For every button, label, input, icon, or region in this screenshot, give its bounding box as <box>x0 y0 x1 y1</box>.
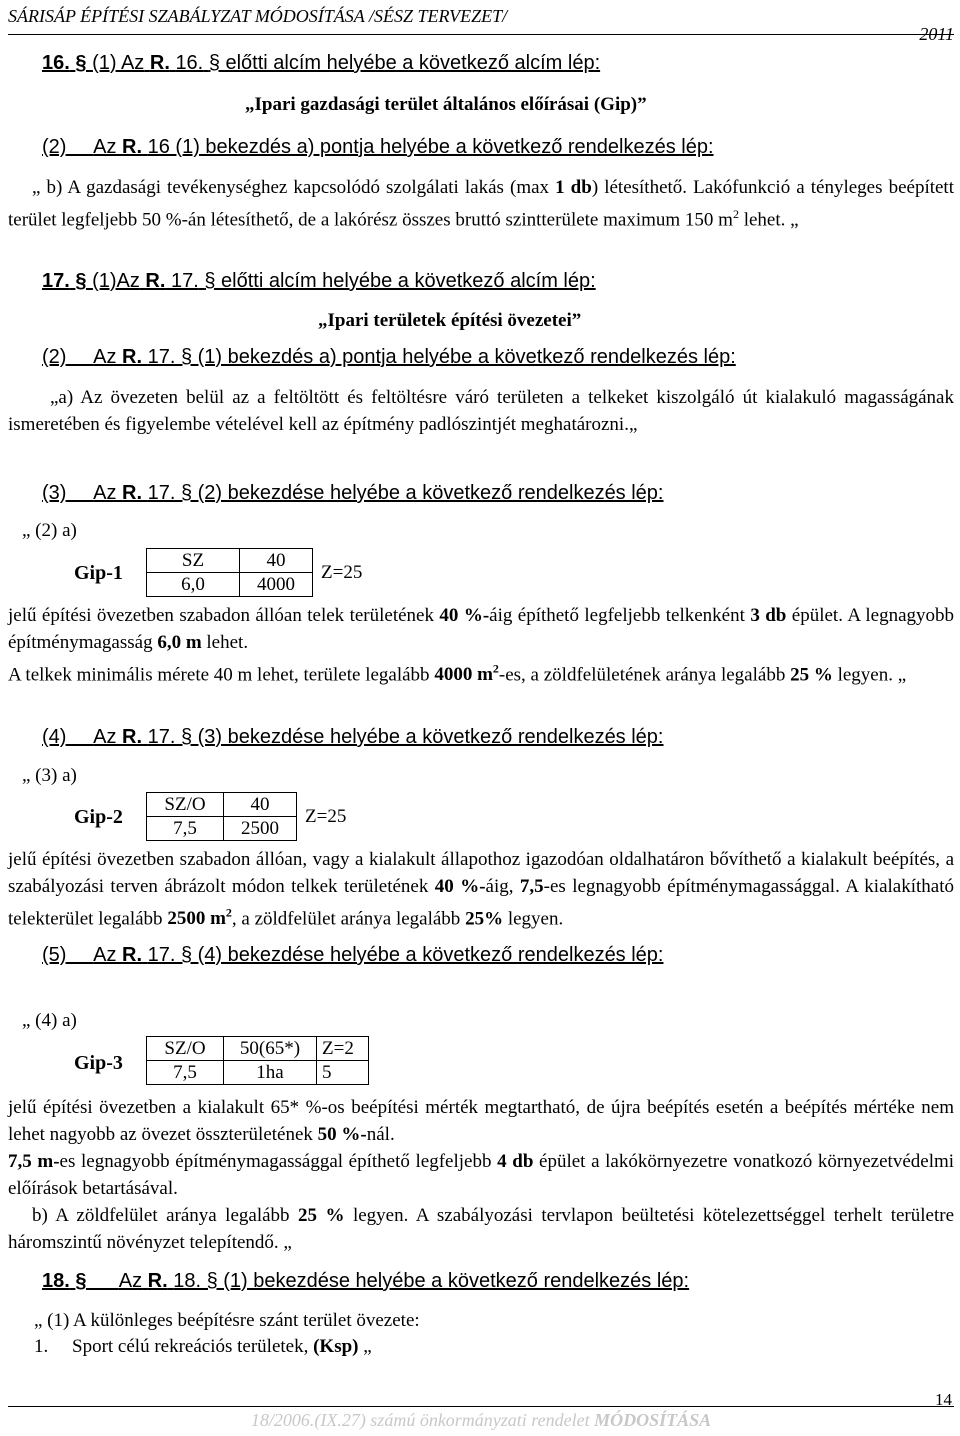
section-17-paragraph-5-heading <box>42 944 664 967</box>
text: , a zöldfelület aránya legalább <box>231 908 461 930</box>
paragraph-sign: § <box>75 270 87 292</box>
text: nál. <box>366 1124 395 1145</box>
text: Sport célú rekreációs területek, <box>72 1336 309 1357</box>
bold-text: 6,0 m <box>157 632 202 653</box>
list-number: 1. <box>34 1336 49 1357</box>
paragraph-number: (4) <box>42 726 67 748</box>
bold-text: (Ksp) <box>313 1336 359 1357</box>
zone-label-gip2: Gip-2 <box>74 806 123 828</box>
text: 4000 m <box>434 664 493 686</box>
text: „ <box>363 1336 372 1357</box>
gip3-paragraph-2 <box>8 1148 954 1202</box>
paragraph-sign: § <box>75 52 87 74</box>
document-year: 2011 <box>919 24 954 44</box>
section-number: 18. <box>42 1270 70 1292</box>
section-17-paragraph-4-heading <box>42 726 664 749</box>
paragraph-3-intro: „ (2) a) <box>22 520 77 541</box>
text: áig, <box>485 876 514 897</box>
text: jelű építési övezetben a kialakult 65* %-os beépítési mérték megtartható, de újra beépítés esetén a beépítés mértéke nem lehet nagyobb az övezet összterületének <box>8 1097 954 1145</box>
bold-text: 40 %- <box>434 876 486 897</box>
section-16-subtitle: „Ipari gazdasági terület általános előírásai (Gip)” <box>245 94 647 115</box>
paragraph-4-intro: „ (3) a) <box>22 765 77 786</box>
text: lehet. <box>206 632 249 653</box>
heading-text: Az <box>93 726 117 748</box>
zone-label-gip1: Gip-1 <box>74 562 123 584</box>
page-number: 14 <box>935 1390 952 1409</box>
bold-text <box>167 908 232 929</box>
bold-text: 25% <box>465 908 504 930</box>
bold-text: 7,5 <box>519 876 544 897</box>
gip3-paragraph-1 <box>8 1094 954 1148</box>
section-16-heading <box>42 52 600 75</box>
zone-cell: SZ/O <box>147 793 224 817</box>
heading-text: 17. § (1) bekezdés a) pontja helyébe a következő rendelkezés lép: <box>147 346 736 368</box>
gip1-paragraph-1 <box>8 602 954 656</box>
text: áig építhető legfeljebb telkenként <box>489 605 745 626</box>
section-17-paragraph-2-heading <box>42 346 736 369</box>
heading-text: Az <box>93 346 117 368</box>
regulation-abbr: R. <box>122 346 143 368</box>
text: es legnagyobb építménymagassággal építhető legfeljebb <box>59 1151 492 1172</box>
section-18-item-1 <box>34 1336 372 1358</box>
footer-text: 18/2006.(IX.27) számú önkormányzati rendelet <box>250 1410 590 1430</box>
section-number: 17. <box>42 270 70 292</box>
zone-cell: 5 <box>317 1061 369 1085</box>
zone-cell: 7,5 <box>147 1061 224 1085</box>
heading-text: 17. § (4) bekezdése helyébe a következő rendelkezés lép: <box>147 944 664 966</box>
zone-parameter-table-gip2 <box>146 792 352 841</box>
heading-text: 17. § (2) bekezdése helyébe a következő rendelkezés lép: <box>147 482 664 504</box>
zone-green-ratio: Z=25 <box>305 805 347 827</box>
text: jelű építési övezetben szabadon állóan, vagy a kialakult állapothoz igazodóan oldalhatáron bővíthető a kialakult beépítés, a szabályozási terven ábrázolt módon telkek területének <box>8 849 954 897</box>
section-17-heading <box>42 270 596 293</box>
zone-cell: 50(65*) <box>224 1037 317 1061</box>
paragraph-number: (5) <box>42 944 67 966</box>
heading-text: (1)Az <box>92 270 140 292</box>
zone-parameter-table-gip3 <box>146 1036 369 1085</box>
heading-text: § előtti alcím helyébe a következő alcím lép: <box>204 270 596 292</box>
zone-cell: 1ha <box>224 1061 317 1085</box>
zone-cell: 7,5 <box>147 817 224 841</box>
bold-text: 4 db <box>497 1151 534 1172</box>
bold-text: 3 db <box>750 605 787 626</box>
zone-cell: 40 <box>224 793 297 817</box>
bold-text: 40 %- <box>439 605 490 626</box>
text: -es, a zöldfelületének aránya legalább <box>498 664 786 686</box>
bold-text: 50 %- <box>317 1124 367 1145</box>
zone-cell: SZ/O <box>147 1037 224 1061</box>
gip1-paragraph-2 <box>8 656 954 688</box>
heading-text: 16 (1) bekezdés a) pontja helyébe a következő rendelkezés lép: <box>147 136 714 158</box>
text: b) A zöldfelület aránya legalább <box>32 1205 290 1226</box>
document-title: SÁRISÁP ÉPÍTÉSI SZABÁLYZAT MÓDOSÍTÁSA /SÉSZ TERVEZET/ <box>8 6 508 26</box>
zone-green-ratio: Z=25 <box>321 561 363 583</box>
bold-text <box>434 664 499 685</box>
heading-text: § előtti alcím helyébe a következő alcím lép: <box>208 52 601 74</box>
text: legyen. A szabályozási tervlapon beültetési kötelezettséggel terhelt területre háromszintű növényzet telepítendő. „ <box>8 1205 955 1253</box>
text: A telkek minimális mérete 40 m lehet, területe legalább <box>8 664 430 686</box>
paragraph-number: (2) <box>42 346 67 368</box>
text: lehet. „ <box>738 209 799 231</box>
text: épület. A legnagyobb építménymagasság <box>8 605 955 653</box>
page-header <box>8 6 954 44</box>
section-17-paragraph-3-heading <box>42 482 664 505</box>
zone-cell: 4000 <box>240 573 313 597</box>
section-17-point-a: „a) Az övezeten belül az a feltöltött és feltöltésre váró területen a telkeket kiszolgáló út kialakuló magasságának ismeretében és figyelembe vételével kell az építmény padlószintjét meghatározni.„ <box>8 387 954 435</box>
page-footer <box>8 1406 954 1431</box>
bold-text: 7,5 m- <box>8 1151 60 1172</box>
zone-parameter-table-gip1 <box>146 548 368 597</box>
section-16-paragraph-2-heading <box>42 136 714 159</box>
text: legyen. „ <box>837 664 907 686</box>
text: 2500 m <box>167 908 226 930</box>
heading-text: 17. § (3) bekezdése helyébe a következő rendelkezés lép: <box>147 726 664 748</box>
section-16-point-b <box>8 174 954 233</box>
paragraph-number: (3) <box>42 482 67 504</box>
regulation-abbr: R. <box>147 1270 168 1292</box>
zone-cell: 2500 <box>224 817 297 841</box>
text: legyen. <box>507 908 564 930</box>
section-18-line-1: „ (1) A különleges beépítésre szánt terület övezete: <box>34 1310 420 1331</box>
heading-text: Az <box>118 1270 143 1292</box>
bold-text: 25 % <box>298 1205 345 1226</box>
section-17-subtitle: „Ipari területek építési övezetei” <box>318 310 582 331</box>
regulation-abbr: R. <box>145 270 166 292</box>
superscript: 2 <box>225 906 232 920</box>
zone-cell: SZ <box>147 549 240 573</box>
regulation-abbr: R. <box>122 944 143 966</box>
heading-text: Az <box>93 482 117 504</box>
heading-text: 16. <box>175 52 204 74</box>
regulation-abbr: R. <box>122 482 143 504</box>
regulation-abbr: R. <box>122 726 143 748</box>
heading-text: 17. <box>170 270 199 292</box>
heading-text: Az <box>93 944 117 966</box>
bold-text: 25 % <box>790 664 833 686</box>
zone-cell: Z=2 <box>317 1037 369 1061</box>
heading-text: Az <box>93 136 117 158</box>
regulation-abbr: R. <box>122 136 143 158</box>
footer-bold-text: MÓDOSÍTÁSA <box>594 1410 712 1430</box>
gip2-paragraph <box>8 846 954 932</box>
regulation-abbr: R. <box>149 52 170 74</box>
heading-text: 18. § (1) bekezdése helyébe a következő rendelkezés lép: <box>173 1270 690 1292</box>
section-number: 16. <box>42 52 70 74</box>
text: -es legnagyobb építménymagassággal. A kialakítható telekterület legalább <box>8 876 954 930</box>
zone-cell: 40 <box>240 549 313 573</box>
text: „ b) A gazdasági tevékenységhez kapcsolódó szolgálati lakás (max <box>32 177 550 198</box>
text: épület a lakókörnyezetre vonatkozó környezetvédelmi előírások betartásával. <box>8 1151 955 1199</box>
paragraph-number: (2) <box>42 136 67 158</box>
section-18-heading <box>42 1270 689 1293</box>
text: jelű építési övezetben szabadon állóan telek területének <box>8 605 434 626</box>
zone-label-gip3: Gip-3 <box>74 1052 123 1074</box>
paragraph-sign: § <box>75 1270 87 1292</box>
section-17-point-b <box>8 1202 954 1256</box>
superscript: 2 <box>732 207 739 221</box>
heading-text: (1) Az <box>92 52 145 74</box>
bold-text: 1 db <box>555 177 592 198</box>
paragraph-5-intro: „ (4) a) <box>22 1010 77 1031</box>
text: ) létesíthető. Lakófunkció a tényleges beépített terület legfeljebb 50 %-án létesíthető, de a lakórész összes bruttó szintterülete maximum 150 m <box>8 177 954 231</box>
superscript: 2 <box>492 662 499 676</box>
zone-cell: 6,0 <box>147 573 240 597</box>
